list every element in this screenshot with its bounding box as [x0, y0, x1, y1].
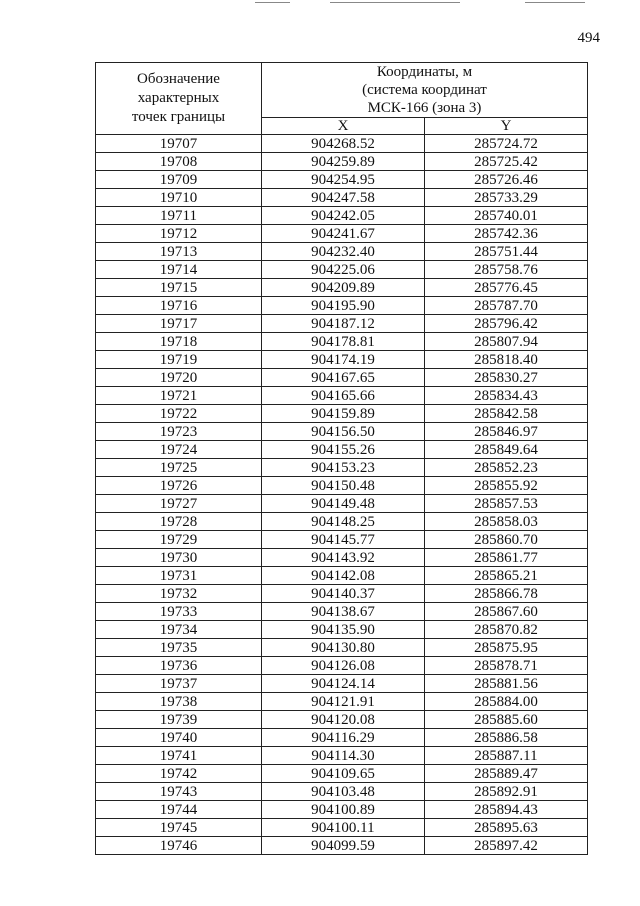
table-row — [96, 333, 588, 351]
y-column-header: Y — [425, 118, 588, 135]
table-row — [96, 477, 588, 495]
table-row — [96, 639, 588, 657]
y-coordinate-cell: 285846.97 — [425, 423, 588, 441]
table-row — [96, 495, 588, 513]
point-id-cell: 19744 — [96, 801, 262, 819]
table-row — [96, 549, 588, 567]
x-coordinate-cell: 904232.40 — [262, 243, 425, 261]
table-row — [96, 189, 588, 207]
table-row — [96, 441, 588, 459]
x-column-header: X — [262, 118, 425, 135]
table-row — [96, 369, 588, 387]
table-row — [96, 621, 588, 639]
coordinates-header-line: (система координат — [362, 82, 487, 98]
y-coordinate-cell: 285886.58 — [425, 729, 588, 747]
point-id-cell: 19710 — [96, 189, 262, 207]
y-coordinate-cell: 285725.42 — [425, 153, 588, 171]
y-coordinate-cell: 285889.47 — [425, 765, 588, 783]
coordinates-header — [262, 63, 588, 118]
point-designation-header — [96, 63, 262, 135]
table-row — [96, 693, 588, 711]
y-coordinate-cell: 285742.36 — [425, 225, 588, 243]
x-coordinate-cell: 904140.37 — [262, 585, 425, 603]
x-coordinate-cell: 904159.89 — [262, 405, 425, 423]
x-coordinate-cell: 904174.19 — [262, 351, 425, 369]
table-row — [96, 243, 588, 261]
y-coordinate-cell: 285758.76 — [425, 261, 588, 279]
y-coordinate-cell: 285849.64 — [425, 441, 588, 459]
table-row — [96, 225, 588, 243]
point-id-cell: 19712 — [96, 225, 262, 243]
y-coordinate-cell: 285796.42 — [425, 315, 588, 333]
point-id-cell: 19730 — [96, 549, 262, 567]
table-row — [96, 747, 588, 765]
point-id-cell: 19715 — [96, 279, 262, 297]
table-row — [96, 729, 588, 747]
x-coordinate-cell: 904120.08 — [262, 711, 425, 729]
x-coordinate-cell: 904268.52 — [262, 135, 425, 153]
x-coordinate-cell: 904167.65 — [262, 369, 425, 387]
table-row — [96, 153, 588, 171]
point-id-cell: 19713 — [96, 243, 262, 261]
y-coordinate-cell: 285861.77 — [425, 549, 588, 567]
x-coordinate-cell: 904121.91 — [262, 693, 425, 711]
y-coordinate-cell: 285884.00 — [425, 693, 588, 711]
point-id-cell: 19717 — [96, 315, 262, 333]
y-coordinate-cell: 285857.53 — [425, 495, 588, 513]
table-row — [96, 351, 588, 369]
table-row — [96, 657, 588, 675]
table-row — [96, 459, 588, 477]
y-coordinate-cell: 285807.94 — [425, 333, 588, 351]
x-coordinate-cell: 904100.11 — [262, 819, 425, 837]
point-id-cell: 19711 — [96, 207, 262, 225]
point-id-cell: 19733 — [96, 603, 262, 621]
x-coordinate-cell: 904148.25 — [262, 513, 425, 531]
table-row — [96, 603, 588, 621]
y-coordinate-cell: 285842.58 — [425, 405, 588, 423]
x-coordinate-cell: 904153.23 — [262, 459, 425, 477]
y-coordinate-cell: 285895.63 — [425, 819, 588, 837]
point-id-cell: 19708 — [96, 153, 262, 171]
point-id-cell: 19728 — [96, 513, 262, 531]
page-number: 494 — [577, 30, 600, 46]
table-row — [96, 135, 588, 153]
y-coordinate-cell: 285878.71 — [425, 657, 588, 675]
coordinates-table — [95, 62, 588, 855]
point-id-cell: 19737 — [96, 675, 262, 693]
y-coordinate-cell: 285818.40 — [425, 351, 588, 369]
point-id-cell: 19729 — [96, 531, 262, 549]
x-coordinate-cell: 904165.66 — [262, 387, 425, 405]
x-coordinate-cell: 904126.08 — [262, 657, 425, 675]
point-header-line: характерных — [137, 90, 220, 106]
x-coordinate-cell: 904254.95 — [262, 171, 425, 189]
x-coordinate-cell: 904195.90 — [262, 297, 425, 315]
point-id-cell: 19746 — [96, 837, 262, 855]
coordinates-header-line: Координаты, м — [376, 64, 473, 80]
table-row — [96, 171, 588, 189]
point-id-cell: 19720 — [96, 369, 262, 387]
x-coordinate-cell: 904259.89 — [262, 153, 425, 171]
point-header-line: точек границы — [131, 109, 226, 125]
table-header — [96, 63, 588, 135]
point-id-cell: 19709 — [96, 171, 262, 189]
point-id-cell: 19741 — [96, 747, 262, 765]
x-coordinate-cell: 904124.14 — [262, 675, 425, 693]
y-coordinate-cell: 285724.72 — [425, 135, 588, 153]
x-coordinate-cell: 904145.77 — [262, 531, 425, 549]
y-coordinate-cell: 285867.60 — [425, 603, 588, 621]
point-id-cell: 19739 — [96, 711, 262, 729]
table-row — [96, 837, 588, 855]
point-id-cell: 19726 — [96, 477, 262, 495]
x-coordinate-cell: 904150.48 — [262, 477, 425, 495]
point-id-cell: 19707 — [96, 135, 262, 153]
table-row — [96, 783, 588, 801]
x-coordinate-cell: 904109.65 — [262, 765, 425, 783]
y-coordinate-cell: 285751.44 — [425, 243, 588, 261]
point-id-cell: 19736 — [96, 657, 262, 675]
header-row-1 — [96, 63, 588, 118]
x-coordinate-cell: 904241.67 — [262, 225, 425, 243]
top-rule-right — [525, 2, 585, 3]
point-id-cell: 19745 — [96, 819, 262, 837]
table-row — [96, 765, 588, 783]
point-id-cell: 19732 — [96, 585, 262, 603]
point-id-cell: 19722 — [96, 405, 262, 423]
point-id-cell: 19735 — [96, 639, 262, 657]
top-rule-middle — [330, 2, 460, 3]
y-coordinate-cell: 285885.60 — [425, 711, 588, 729]
x-coordinate-cell: 904103.48 — [262, 783, 425, 801]
y-coordinate-cell: 285830.27 — [425, 369, 588, 387]
point-id-cell: 19714 — [96, 261, 262, 279]
point-id-cell: 19723 — [96, 423, 262, 441]
y-coordinate-cell: 285865.21 — [425, 567, 588, 585]
table-body — [96, 135, 588, 855]
x-coordinate-cell: 904149.48 — [262, 495, 425, 513]
y-coordinate-cell: 285897.42 — [425, 837, 588, 855]
x-coordinate-cell: 904187.12 — [262, 315, 425, 333]
x-coordinate-cell: 904225.06 — [262, 261, 425, 279]
x-coordinate-cell: 904116.29 — [262, 729, 425, 747]
table-row — [96, 423, 588, 441]
point-id-cell: 19743 — [96, 783, 262, 801]
x-coordinate-cell: 904114.30 — [262, 747, 425, 765]
x-coordinate-cell: 904130.80 — [262, 639, 425, 657]
y-coordinate-cell: 285892.91 — [425, 783, 588, 801]
point-id-cell: 19721 — [96, 387, 262, 405]
y-coordinate-cell: 285860.70 — [425, 531, 588, 549]
point-id-cell: 19724 — [96, 441, 262, 459]
y-coordinate-cell: 285870.82 — [425, 621, 588, 639]
point-id-cell: 19725 — [96, 459, 262, 477]
y-coordinate-cell: 285834.43 — [425, 387, 588, 405]
point-id-cell: 19740 — [96, 729, 262, 747]
point-id-cell: 19738 — [96, 693, 262, 711]
y-coordinate-cell: 285866.78 — [425, 585, 588, 603]
top-rule-left — [255, 2, 290, 3]
point-id-cell: 19718 — [96, 333, 262, 351]
x-coordinate-cell: 904156.50 — [262, 423, 425, 441]
x-coordinate-cell: 904100.89 — [262, 801, 425, 819]
table-row — [96, 675, 588, 693]
point-id-cell: 19731 — [96, 567, 262, 585]
point-id-cell: 19742 — [96, 765, 262, 783]
table-row — [96, 819, 588, 837]
x-coordinate-cell: 904242.05 — [262, 207, 425, 225]
table-row — [96, 207, 588, 225]
y-coordinate-cell: 285787.70 — [425, 297, 588, 315]
table-row — [96, 405, 588, 423]
y-coordinate-cell: 285740.01 — [425, 207, 588, 225]
point-id-cell: 19719 — [96, 351, 262, 369]
y-coordinate-cell: 285855.92 — [425, 477, 588, 495]
point-header-line: Обозначение — [137, 71, 220, 87]
x-coordinate-cell: 904135.90 — [262, 621, 425, 639]
y-coordinate-cell: 285726.46 — [425, 171, 588, 189]
table-row — [96, 711, 588, 729]
y-coordinate-cell: 285894.43 — [425, 801, 588, 819]
x-coordinate-cell: 904142.08 — [262, 567, 425, 585]
point-id-cell: 19727 — [96, 495, 262, 513]
point-id-cell: 19716 — [96, 297, 262, 315]
y-coordinate-cell: 285852.23 — [425, 459, 588, 477]
table-row — [96, 315, 588, 333]
point-id-cell: 19734 — [96, 621, 262, 639]
y-coordinate-cell: 285858.03 — [425, 513, 588, 531]
x-coordinate-cell: 904178.81 — [262, 333, 425, 351]
y-coordinate-cell: 285887.11 — [425, 747, 588, 765]
table-row — [96, 513, 588, 531]
table-row — [96, 279, 588, 297]
table-row — [96, 585, 588, 603]
x-coordinate-cell: 904247.58 — [262, 189, 425, 207]
x-coordinate-cell: 904138.67 — [262, 603, 425, 621]
x-coordinate-cell: 904143.92 — [262, 549, 425, 567]
table-row — [96, 387, 588, 405]
x-coordinate-cell: 904099.59 — [262, 837, 425, 855]
x-coordinate-cell: 904155.26 — [262, 441, 425, 459]
coordinates-header-line: МСК-166 (зона 3) — [367, 100, 482, 116]
table-row — [96, 567, 588, 585]
y-coordinate-cell: 285733.29 — [425, 189, 588, 207]
table-row — [96, 531, 588, 549]
table-row — [96, 801, 588, 819]
y-coordinate-cell: 285881.56 — [425, 675, 588, 693]
table-row — [96, 297, 588, 315]
x-coordinate-cell: 904209.89 — [262, 279, 425, 297]
y-coordinate-cell: 285875.95 — [425, 639, 588, 657]
table-row — [96, 261, 588, 279]
y-coordinate-cell: 285776.45 — [425, 279, 588, 297]
